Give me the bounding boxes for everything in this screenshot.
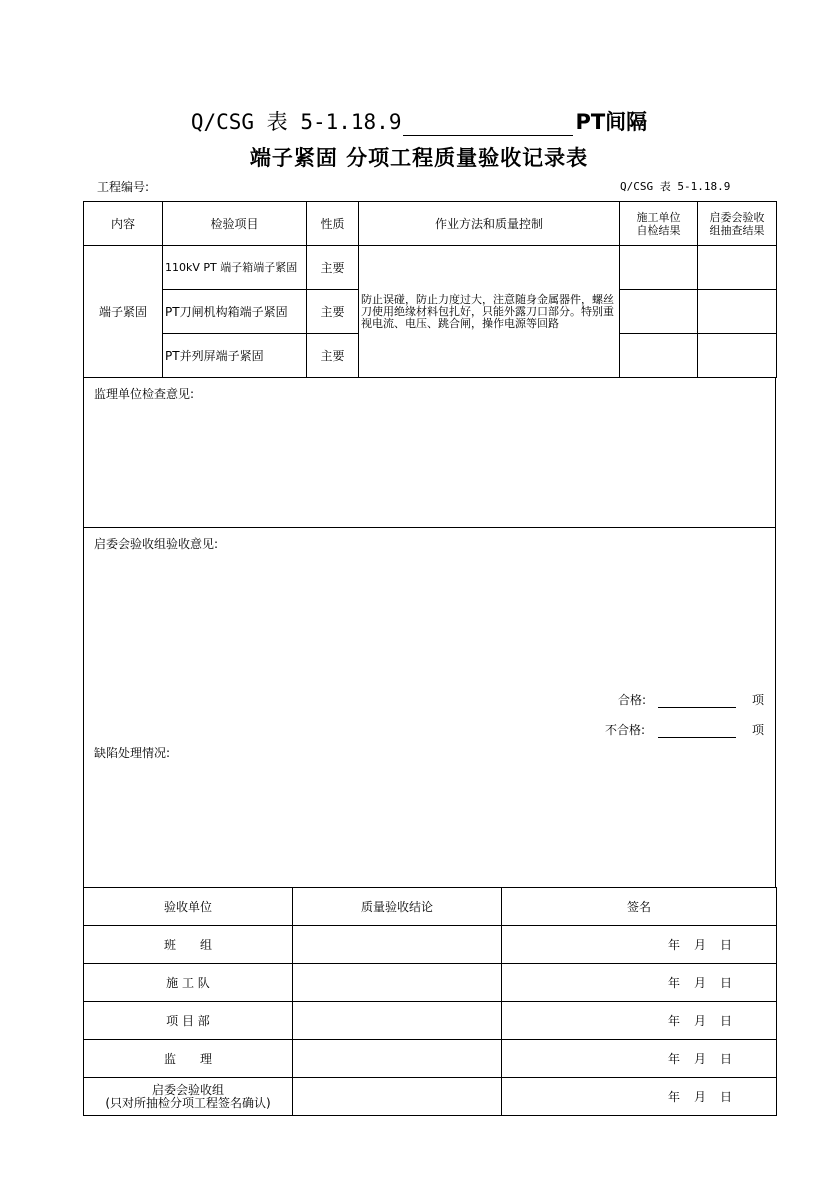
signoff-conclusion-cell[interactable] (293, 1078, 502, 1116)
item-cell: 110kV PT 端子箱端子紧固 (163, 246, 307, 290)
nature-cell: 主要 (307, 290, 359, 334)
self-check-cell[interactable] (620, 246, 698, 290)
signoff-signature-cell[interactable] (502, 964, 777, 1002)
pass-unit: 项 (752, 693, 765, 707)
signoff-unit-cell: 施 工 队 (84, 964, 293, 1002)
defect-handling-label: 缺陷处理情况: (94, 746, 171, 760)
signoff-signature-cell[interactable] (502, 1078, 777, 1116)
header-item: 检验项目 (163, 202, 307, 246)
inspection-table (83, 201, 777, 378)
header-self-check-line1: 施工单位 (636, 210, 681, 224)
date-year-label: 年 (667, 1090, 680, 1104)
committee-check-cell[interactable] (698, 246, 777, 290)
table-row (84, 926, 777, 964)
title-suffix: PT间隔 (575, 110, 648, 134)
header-method: 作业方法和质量控制 (359, 202, 620, 246)
signoff-signature-cell[interactable] (502, 1002, 777, 1040)
supervisor-opinion-section[interactable] (83, 377, 776, 528)
date-day-label: 日 (719, 1014, 732, 1028)
header-committee-check-line1: 启委会验收 (709, 210, 765, 224)
date-day-label: 日 (719, 976, 732, 990)
date-month-label: 月 (693, 1014, 706, 1028)
table-row (84, 964, 777, 1002)
signoff-conclusion-cell[interactable] (293, 964, 502, 1002)
header-self-check (620, 202, 698, 246)
date-year-label: 年 (667, 1014, 680, 1028)
committee-check-cell[interactable] (698, 334, 777, 378)
fail-label: 不合格: (605, 723, 646, 737)
date-year-label: 年 (667, 1052, 680, 1066)
committee-opinion-section[interactable] (83, 527, 776, 888)
signoff-unit-committee: 启委会验收组 (151, 1082, 224, 1097)
date-year-label: 年 (667, 938, 680, 952)
date-day-label: 日 (719, 1052, 732, 1066)
table-header-row (84, 202, 777, 246)
signoff-header-row (84, 888, 777, 926)
table-row (84, 246, 777, 290)
item-cell: PT并列屏端子紧固 (163, 334, 307, 378)
date-month-label: 月 (693, 1052, 706, 1066)
signoff-unit-note: (只对所抽检分项工程签名确认) (105, 1095, 271, 1110)
signoff-unit-cell: 项 目 部 (84, 1002, 293, 1040)
self-check-cell[interactable] (620, 334, 698, 378)
date-year-label: 年 (667, 976, 680, 990)
pass-count-field[interactable] (658, 693, 736, 708)
signoff-signature-cell[interactable] (502, 926, 777, 964)
form-subtitle: 端子紧固 分项工程质量验收记录表 (249, 146, 589, 170)
self-check-cell[interactable] (620, 290, 698, 334)
pass-label: 合格: (618, 693, 647, 707)
fail-unit: 项 (752, 723, 765, 737)
signoff-unit-cell: 班 组 (84, 926, 293, 964)
nature-cell: 主要 (307, 246, 359, 290)
form-code-title: Q/CSG 表 5-1.18.9 (190, 110, 402, 134)
header-committee-check-line2: 组抽查结果 (709, 223, 765, 237)
table-row (84, 1002, 777, 1040)
signoff-conclusion-cell[interactable] (293, 926, 502, 964)
committee-opinion-label: 启委会验收组验收意见: (94, 537, 219, 551)
item-cell: PT刀闸机构箱端子紧固 (163, 290, 307, 334)
date-day-label: 日 (719, 1090, 732, 1104)
signoff-unit-cell: 监 理 (84, 1040, 293, 1078)
header-nature: 性质 (307, 202, 359, 246)
title-blank-field[interactable] (403, 113, 573, 136)
table-row (84, 1078, 777, 1116)
date-month-label: 月 (693, 976, 706, 990)
signoff-table (83, 887, 777, 1116)
date-day-label: 日 (719, 938, 732, 952)
form-code: Q/CSG 表 5-1.18.9 (620, 180, 731, 193)
committee-check-cell[interactable] (698, 290, 777, 334)
nature-cell: 主要 (307, 334, 359, 378)
signoff-header-signature: 签名 (502, 888, 777, 926)
signoff-conclusion-cell[interactable] (293, 1040, 502, 1078)
header-content: 内容 (84, 202, 163, 246)
signoff-header-unit: 验收单位 (84, 888, 293, 926)
date-month-label: 月 (693, 1090, 706, 1104)
form-title (0, 106, 838, 136)
fail-count-field[interactable] (658, 723, 736, 738)
signoff-signature-cell[interactable] (502, 1040, 777, 1078)
signoff-unit-cell (84, 1078, 293, 1116)
project-no-label: 工程编号: (97, 180, 150, 194)
supervisor-opinion-label: 监理单位检查意见: (94, 387, 195, 401)
header-self-check-line2: 自检结果 (636, 223, 681, 237)
group-cell: 端子紧固 (84, 246, 163, 378)
method-cell: 防止误碰，防止力度过大，注意随身金属器件，螺丝刀使用绝缘材料包扎好，只能外露刀口部分。特别重视电流、电压、跳合闸，操作电源等回路 (359, 246, 620, 378)
header-committee-check (698, 202, 777, 246)
date-month-label: 月 (693, 938, 706, 952)
table-row (84, 1040, 777, 1078)
signoff-conclusion-cell[interactable] (293, 1002, 502, 1040)
signoff-header-conclusion: 质量验收结论 (293, 888, 502, 926)
